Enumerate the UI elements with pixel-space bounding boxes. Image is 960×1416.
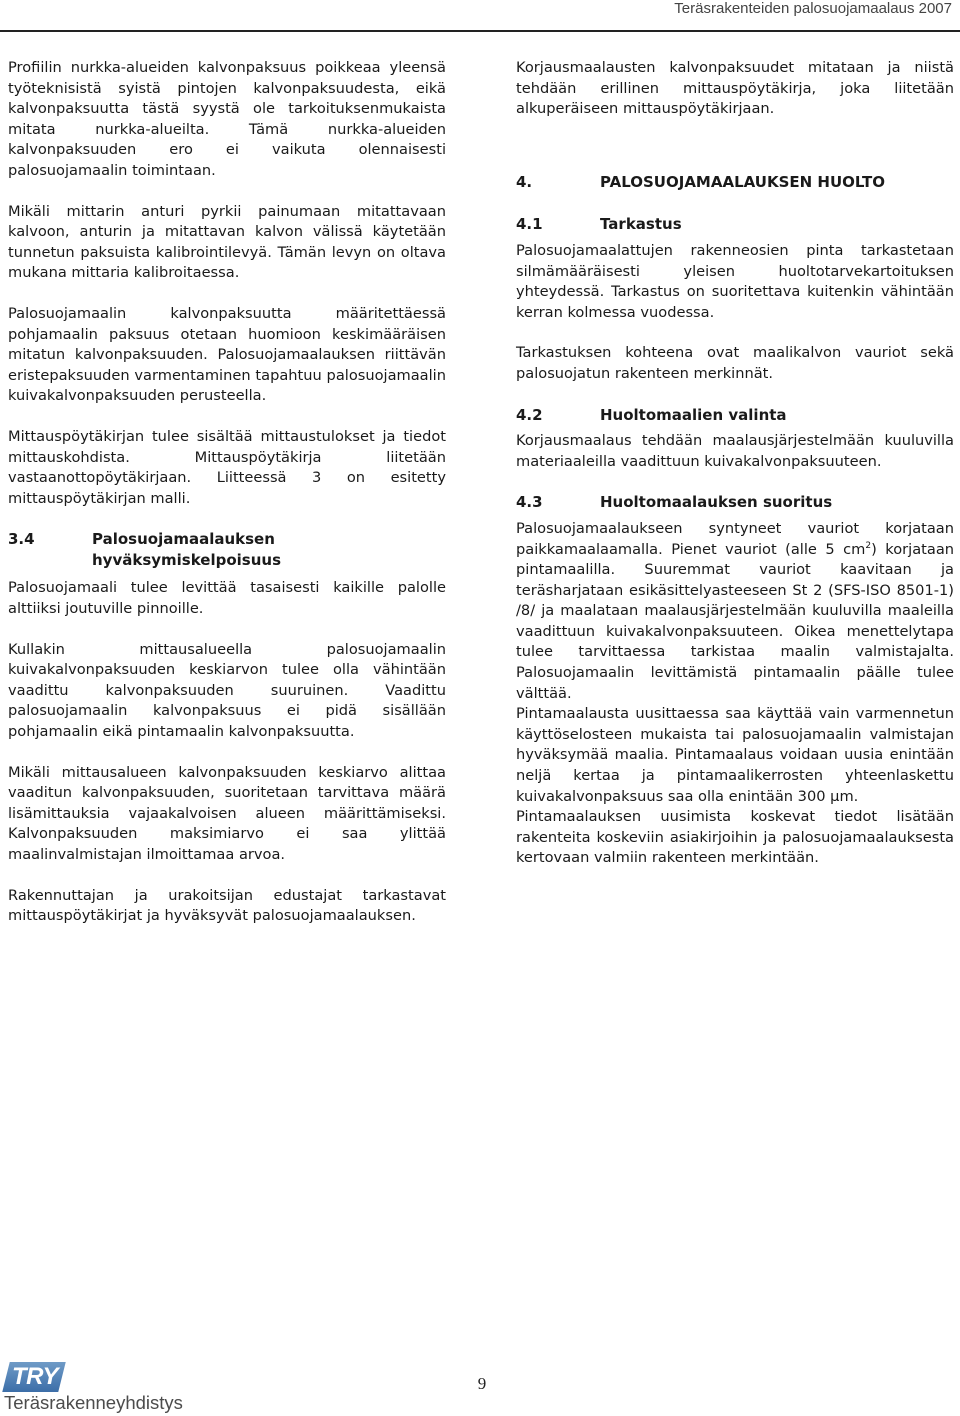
association-logo: [4, 1362, 204, 1414]
right-column: [516, 58, 954, 869]
paragraph-additional-measurements: Mikäli mittausalueen kalvonpaksuuden keskiarvo alittaa vaaditun kalvonpaksuuden, suoritetaan tarvittava määrä lisämittauksia vajaakalvoisen alueen määrittämiseksi. Kalvonpaksuuden maksimiarvo ei saa ylittää maalinvalmistajan ilmoittamaa arvoa.: [8, 763, 446, 863]
repair-text-a: Palosuojamaalaukseen syntyneet vauriot korjataan paikkamaalaamalla. Pienet vauriot (alle 5 cm: [516, 519, 954, 558]
paragraph-documentation: Pintamaalauksen uusimista koskevat tiedot lisätään rakenteita koskeviin asiakirjoihin ja palosuojamaalauksesta kertovaan valmiin rakenteen merkintään.: [516, 808, 954, 867]
header-divider: [0, 30, 960, 32]
section-number: 4.1: [516, 215, 543, 234]
section-number: 4.3: [516, 493, 543, 512]
paragraph-corner-areas: Profiilin nurkka-alueiden kalvonpaksuus poikkeaa yleensä työteknisistä syistä pintojen kalvonpaksuudesta, eikä kalvonpaksuutta tästä syystä ole tarkoituksenmukaista mitata nurkka-alueilta. Tämä nurkka-alueiden kalvonpaksuuden ero ei vaikuta olennaisesti palosuojamaalin toimintaan.: [8, 59, 446, 179]
section-number: 4.: [516, 172, 533, 191]
paragraph-even-application: Palosuojamaali tulee levittää tasaisesti kaikille palolle alttiiksi joutuville pinnoille.: [8, 579, 446, 618]
paragraph-calibration: Mikäli mittarin anturi pyrkii painumaan mitattavaan kalvoon, anturin ja mitattavan kalvon välissä käytetään tunnetun paksuista kalibrointilevyä. Tämän levyn on oltava mukana mittaria kalibroitaessa.: [8, 202, 446, 282]
section-heading-3-4: [8, 529, 446, 570]
section-title: PALOSUOJAMAALAUKSEN HUOLTO: [600, 172, 885, 191]
paragraph-topcoat-renewal: Pintamaalausta uusittaessa saa käyttää vain varmennetun käyttöselosteen mukaista tai palosuojamaalin valmistajan hyväksymää maalia. Pintamaalaus voidaan uusia enintään neljä kertaa ja pintamaalikerrosten yhteenlaskettu kuivakalvonpaksuus saa olla enintään 300 μm.: [516, 705, 954, 805]
page-number: 9: [477, 1374, 487, 1393]
left-column: [8, 58, 446, 927]
logo-name: Teräsrakenneyhdistys: [4, 1392, 183, 1413]
section-heading-4-3: [516, 492, 954, 513]
section-title: Palosuojamaalauksen hyväksymiskelpoisuus: [92, 530, 282, 569]
section-heading-4: [516, 172, 954, 193]
paragraph-primer-thickness: Palosuojamaalin kalvonpaksuutta määritettäessä pohjamaalin paksuus otetaan huomioon keskimääräisen mitatun kalvonpaksuuden. Palosuojamaalauksen riittävän eristepaksuuden varmentaminen tapahtuu palosuojamaalin kuivakalvonpaksuuden perusteella.: [8, 304, 446, 405]
running-header-title: Teräsrakenteiden palosuojamaalaus 2007: [674, 0, 952, 17]
section-title: Huoltomaalauksen suoritus: [600, 493, 833, 512]
section-number: 3.4: [8, 530, 35, 549]
paragraph-inspection: Palosuojamaalattujen rakenneosien pinta tarkastetaan silmämääräisesti yleisen huoltotarvekartoituksen yhteydessä. Tarkastus on suoritettava kuitenkin vähintään kerran kolmessa vuodessa.: [516, 241, 954, 321]
repair-text-b: ) korjataan pintamaalilla. Suuremmat vauriot kaavitaan ja teräsharjataan esikäsittelyasteeseen St 2 (SFS-ISO 8501-1) /8/ ja maalataan maalausjärjestelmään kuuluvilla maaleilla vaadittuun kuivakalvonpaksuuteen. Oikea menettelytapa tulee tarvittaessa tarkistaa maalin valmistajalta. Palosuojamaalin levittämistä pintamaalin päälle tulee välttää.: [516, 540, 955, 702]
section-title: Tarkastus: [600, 215, 682, 234]
paragraph-inspection-targets: Tarkastuksen kohteena ovat maalikalvon vauriot sekä palosuojatun rakenteen merkinnät.: [516, 344, 954, 382]
paragraph-maintenance-paints: Korjausmaalaus tehdään maalausjärjestelmään kuuluvilla materiaaleilla vaadittuun kuivakalvonpaksuuteen.: [516, 432, 954, 470]
paragraph-measurement-record: Mittauspöytäkirjan tulee sisältää mittaustulokset ja tiedot mittauskohdista. Mittauspöytäkirja liitetään vastaanottopöytäkirjaan. Liitteessä 3 on esitetty mittauspöytäkirjan malli.: [8, 427, 446, 507]
paragraph-repair-procedure: [516, 519, 954, 704]
logo-mark-text: TRY: [12, 1363, 59, 1390]
section-heading-4-2: [516, 405, 954, 426]
section-title: Huoltomaalien valinta: [600, 405, 787, 424]
paragraph-average-thickness: Kullakin mittausalueella palosuojamaalin kuivakalvonpaksuuden keskiarvon tulee olla vähintään vaadittu kalvonpaksuuden suuruinen. Vaadittu palosuojamaalin kalvonpaksuus ei pidä sisällään pohjamaalin eikä pintamaalin kalvonpaksuutta.: [8, 640, 446, 741]
section-heading-4-1: [516, 214, 954, 235]
paragraph-approval: Rakennuttajan ja urakoitsijan edustajat tarkastavat mittauspöytäkirjat ja hyväksyvät palosuojamaalauksen.: [8, 886, 446, 925]
section-number: 4.2: [516, 405, 543, 424]
paragraph-repair-thickness: Korjausmaalausten kalvonpaksuudet mitataan ja niistä tehdään erillinen mittauspöytäkirja, joka liitetään alkuperäiseen mittauspöytäkirjaan.: [516, 59, 954, 118]
superscript-squared: 2: [865, 540, 872, 551]
